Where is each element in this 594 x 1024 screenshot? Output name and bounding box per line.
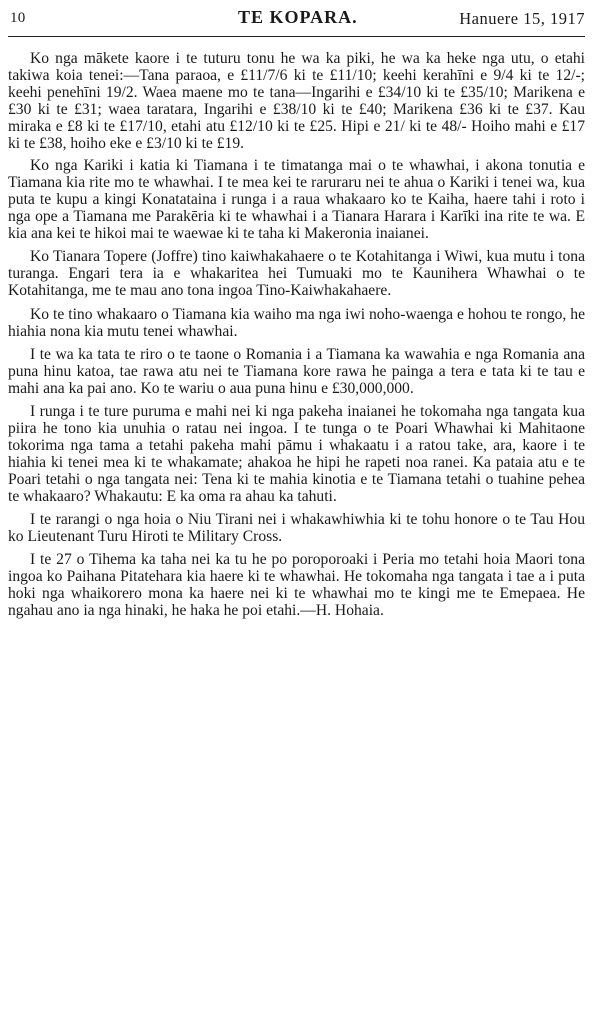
paragraph-greeks: Ko nga Kariki i katia ki Tiamana i te timatanga mai o te whawhai, i akona tonutia e Tiamana kia rite mo te whawhai. I te mea kei te raruraru nei te ahua o Kariki i tenei wa, kua puta te kupu a kingi Konatataina i runga i a raua whakaaro ko te Kaiha, haere tahi i roto i nga ope a Tiamana me Parakēria ki te whawhai i a Tianara Harara i Karīki ina rite te wa. E kia ana kei te hikoi mai te waewae ki te taha ki Makeronia inaianei. xyxy=(8,157,585,243)
header-rule xyxy=(8,36,585,37)
page-number: 10 xyxy=(10,10,26,26)
paragraph-romania: I te wa ka tata te riro o te taone o Romania i a Tiamana ka wawahia e nga Romania ana puna hinu katoa, tae rawa atu nei te Tiamana kore rawa he painga a tera e tata ki te tau e mahi ana ka pai ano. Ko te wariu o aua puna hinu e £30,000,000. xyxy=(8,346,585,397)
paragraph-peace: Ko te tino whakaaro o Tiamana kia waiho ma nga iwi noho-waenga e hohou te rongo, he hiahia nona kia mutu tenei whawhai. xyxy=(8,305,585,340)
paragraph-farewell: I te 27 o Tihema ka taha nei ka tu he po poroporoaki i Peria mo tetahi hoia Maori tona ingoa ko Paihana Pitatehara kia haere ki te whawhai. He tokomaha nga tangata i tae a i puta hoki nga whaikorero mona ka haere nei ki te whawhai mo te kingi me te Emepaea. He ngahau ano ia nga hinaki, he haka he poi etahi.—H. Hohaia. xyxy=(8,551,585,620)
issue-date: Hanuere 15, 1917 xyxy=(459,9,585,28)
paragraph-markets: Ko nga mākete kaore i te tuturu tonu he wa ka piki, he wa ka heke nga utu, o etahi takiwa koia tenei:—Tana paraoa, e £11/7/6 ki te £11/10; keehi kerahīni e 9/4 ki te 12/-; keehi penehīni 19/2. Waea maene mo te tana—Ingarihi e £34/10 ki te £35/10; Marikena e £30 ki te £31; waea taratara, Ingarihi e £38/10 ki te £40; Marikena £36 ki te £37. Kau miraka e £8 ki te £17/10, etahi atu £12/10 ki te £25. Hipi e 21/ ki te 48/- Hoiho mahi e £17 ki te £38, hoiho eke e £3/10 ki te £19. xyxy=(8,50,585,152)
paragraph-military-cross: I te rarangi o nga hoia o Niu Tirani nei i whakawhiwhia ki te tohu honore o te Tau Hou ko Lieutenant Turu Hiroti te Military Cross. xyxy=(8,511,585,546)
page-header xyxy=(8,4,585,30)
paragraph-joffre: Ko Tianara Topere (Joffre) tino kaiwhakahaere o te Kotahitanga i Wiwi, kua mutu i tona turanga. Engari tera ia e whakaritea hei Tumuaki mo te Kaunihera Whawhai o te Kotahitanga, me te mau ano tona ingoa Tino-Kaiwhakahaere. xyxy=(8,248,585,300)
article-body xyxy=(8,51,585,620)
paragraph-conscription: I runga i te ture puruma e mahi nei ki nga pakeha inaianei he tokomaha nga tangata kua piira he tono kia unuhia o ratau nei ingoa. I te tunga o te Poari Whawhai ki Mahitaone tokorima nga tama a tetahi pakeha mahi pāmu i whakaatu i a ratou take, ara, kaore i te hiahia ki tenei mea ki te whakamate; ahakoa he hipi he rapeti noa ranei. Ka pataia atu e te Poari tetahi o nga tangata nei: Tena ki te mahia kinotia e te Tiamana tetahi o tuahine pehea te whakaaro? Whakautu: E ka oma ra ahau ka tahuti. xyxy=(8,403,585,505)
newspaper-title: TE KOPARA. xyxy=(238,7,358,27)
